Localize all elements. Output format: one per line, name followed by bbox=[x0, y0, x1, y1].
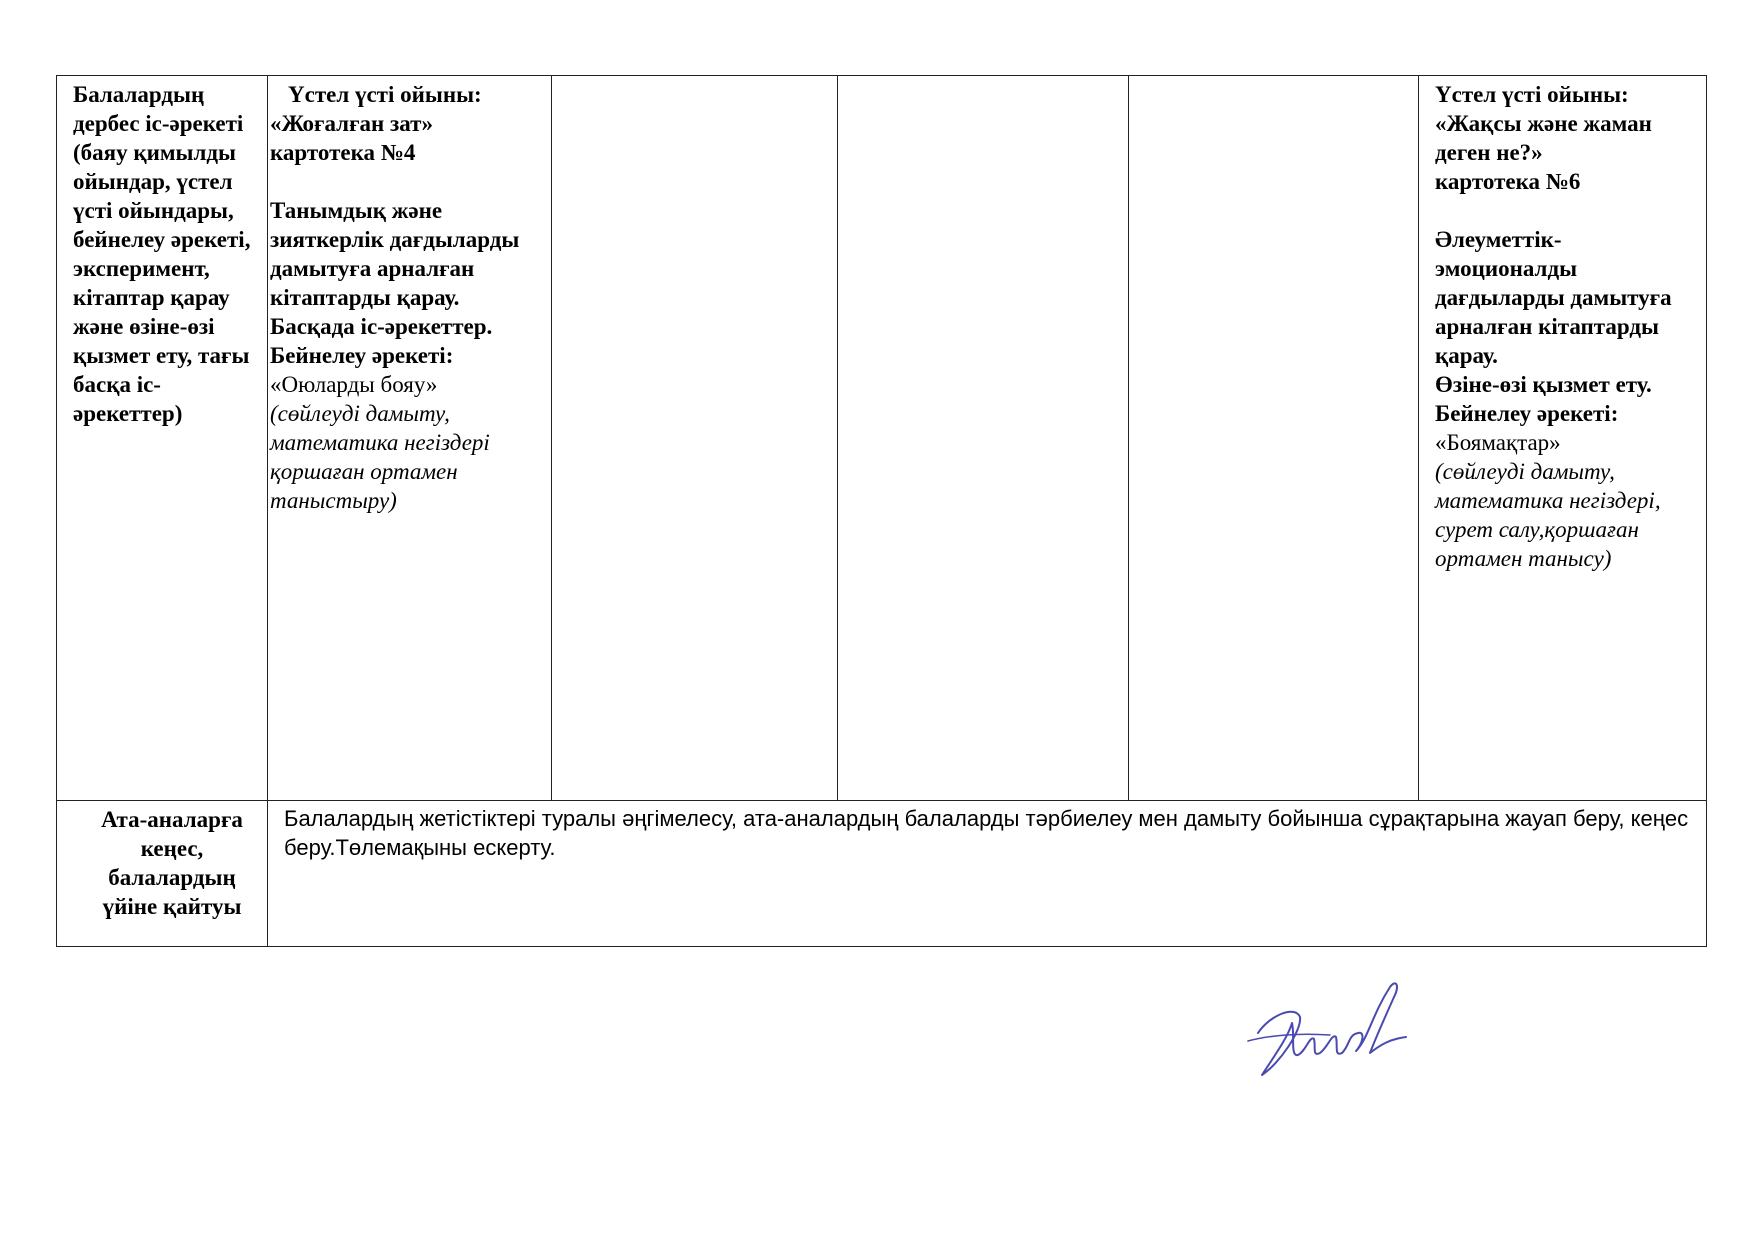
day5-integration: (сөйлеуді дамыту, математика негіздері, сурет салу,қоршаған ортамен танысу) bbox=[1435, 459, 1661, 571]
activity-label: Балалардың дербес іс-әрекеті (баяу қимылды ойындар, үстел үсті ойындары, бейнелеу әрекеті, эксперимент, кітаптар қарау және өзіне-өзі қызмет ету, тағы басқа іс-әрекеттер) bbox=[73, 82, 251, 426]
day5-art-label: Бейнелеу әрекеті: bbox=[1435, 401, 1619, 426]
day5-art-name: «Боямақтар» bbox=[1435, 430, 1561, 455]
schedule-table bbox=[56, 75, 1707, 947]
table-row-parents bbox=[57, 801, 1707, 947]
day1-art-name: «Оюларды бояу» bbox=[270, 372, 438, 397]
day4-cell bbox=[1129, 76, 1419, 801]
parents-text-cell bbox=[268, 801, 1707, 947]
day1-game-name: «Жоғалған зат» bbox=[270, 111, 433, 136]
day3-cell bbox=[838, 76, 1129, 801]
day5-cell bbox=[1419, 76, 1707, 801]
day5-card: картотека №6 bbox=[1435, 169, 1581, 194]
day1-art-label: Бейнелеу әрекеті: bbox=[270, 343, 454, 368]
day1-cell bbox=[268, 76, 552, 801]
day1-other: Басқада іс-әрекеттер. bbox=[270, 314, 493, 339]
day2-cell bbox=[552, 76, 838, 801]
day1-books: Танымдық және зияткерлік дағдыларды дамытуға арналған кітаптарды қарау. bbox=[270, 198, 520, 310]
parents-text: Балалардың жетістіктері туралы әңгімелесу, ата-аналардың балаларды тәрбиелеу мен дамыту бойынша сұрақтарына жауап беру, кеңес беру.Төлемақыны ескерту. bbox=[284, 806, 1689, 860]
signature-image bbox=[1240, 975, 1420, 1095]
day1-game-title: Үстел үсті ойыны: bbox=[288, 82, 482, 107]
parents-label: Ата-аналарға кеңес, балалардың үйіне қайтуы bbox=[101, 807, 243, 919]
day5-books: Әлеуметтік-эмоционалды дағдыларды дамытуға арналған кітаптарды қарау. bbox=[1435, 227, 1672, 368]
day5-game-title: Үстел үсті ойыны: bbox=[1435, 82, 1629, 107]
parents-label-cell bbox=[57, 801, 268, 947]
table-row-activities bbox=[57, 76, 1707, 801]
day1-card: картотека №4 bbox=[270, 140, 416, 165]
activity-label-cell bbox=[57, 76, 268, 801]
day5-game-name: «Жақсы және жаман деген не?» bbox=[1435, 111, 1652, 165]
day1-integration: (сөйлеуді дамыту, математика негіздері қоршаған ортамен таныстыру) bbox=[270, 401, 490, 513]
day5-self-service: Өзіне-өзі қызмет ету. bbox=[1435, 372, 1652, 397]
